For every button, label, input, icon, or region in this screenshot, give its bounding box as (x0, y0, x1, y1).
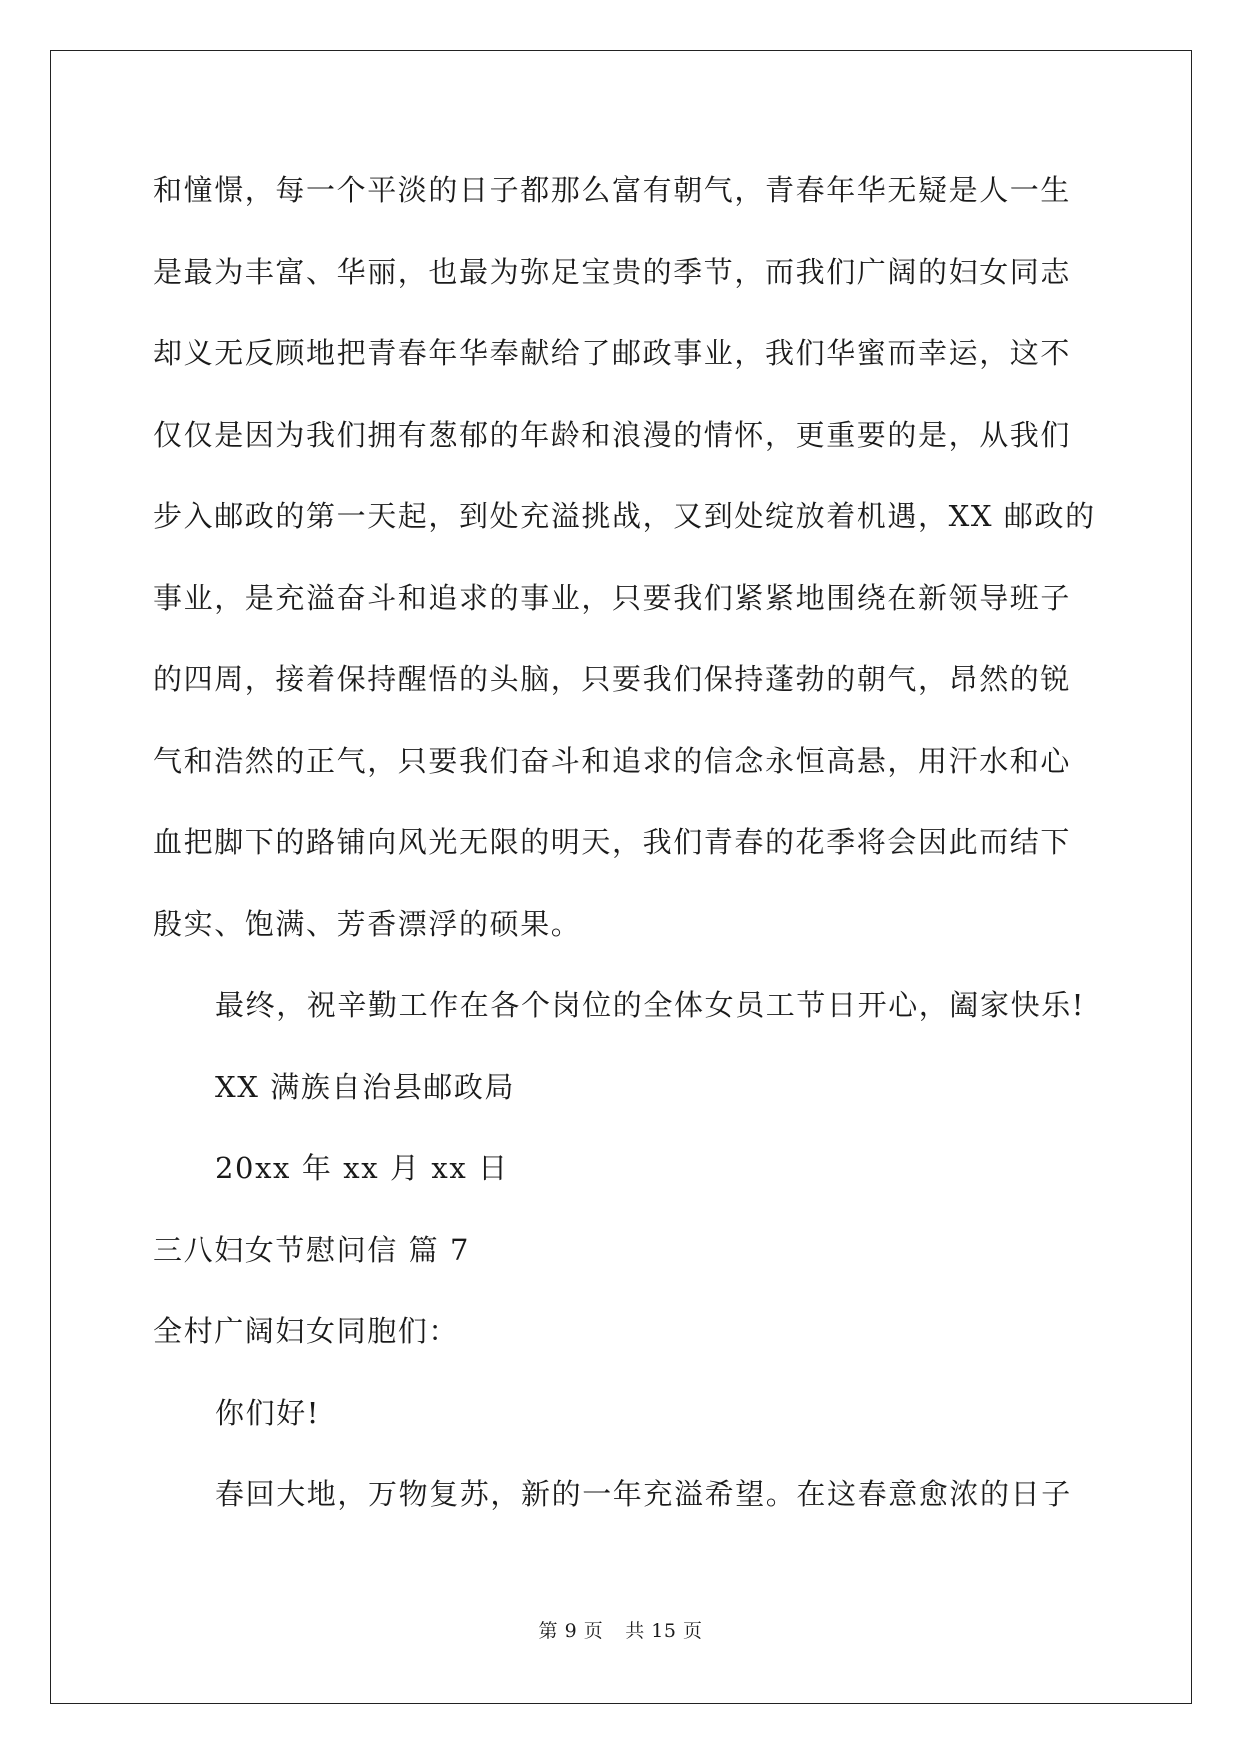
document-body (153, 158, 1096, 1544)
paragraph-line-10: 殷实、饱满、芳香漂浮的硕果。 (153, 906, 582, 941)
section-title: 三八妇女节慰问信 篇 7 (153, 1232, 471, 1267)
opening-line: 春回大地，万物复苏，新的一年充溢希望。在这春意愈浓的日子 (215, 1477, 1072, 1511)
paragraph-line-2: 是最为丰富、华丽，也最为弥足宝贵的季节，而我们广阔的妇女同志 (153, 254, 1072, 289)
page-footer (0, 1616, 1241, 1643)
paragraph-line-3: 却义无反顾地把青春年华奉献给了邮政事业，我们华蜜而幸运，这不 (153, 336, 1072, 370)
paragraph-line-7: 的四周，接着保持醒悟的头脑，只要我们保持蓬勃的朝气，昂然的锐 (153, 662, 1072, 696)
total-pages: 共 15 页 (625, 1620, 703, 1642)
paragraph-line-4: 仅仅是因为我们拥有葱郁的年龄和浪漫的情怀，更重要的是，从我们 (153, 417, 1072, 452)
paragraph-line-8: 气和浩然的正气，只要我们奋斗和追求的信念永恒高悬，用汗水和心 (153, 743, 1072, 778)
paragraph-line-6: 事业，是充溢奋斗和追求的事业，只要我们紧紧地围绕在新领导班子 (153, 580, 1072, 615)
greeting: 你们好! (215, 1395, 321, 1430)
date: 20xx 年 xx 月 xx 日 (215, 1151, 509, 1185)
paragraph-line-9: 血把脚下的路铺向风光无限的明天，我们青春的花季将会因此而结下 (153, 825, 1072, 859)
signature: XX 满族自治县邮政局 (215, 1069, 516, 1104)
closing-wish: 最终，祝辛勤工作在各个岗位的全体女员工节日开心，阖家快乐! (215, 988, 1086, 1022)
paragraph-line-1: 和憧憬，每一个平淡的日子都那么富有朝气，青春年华无疑是人一生 (153, 173, 1072, 207)
page-number: 第 9 页 (538, 1620, 604, 1642)
paragraph-line-5: 步入邮政的第一天起，到处充溢挑战，又到处绽放着机遇，XX 邮政的 (153, 499, 1096, 533)
salutation: 全村广阔妇女同胞们： (153, 1314, 460, 1348)
